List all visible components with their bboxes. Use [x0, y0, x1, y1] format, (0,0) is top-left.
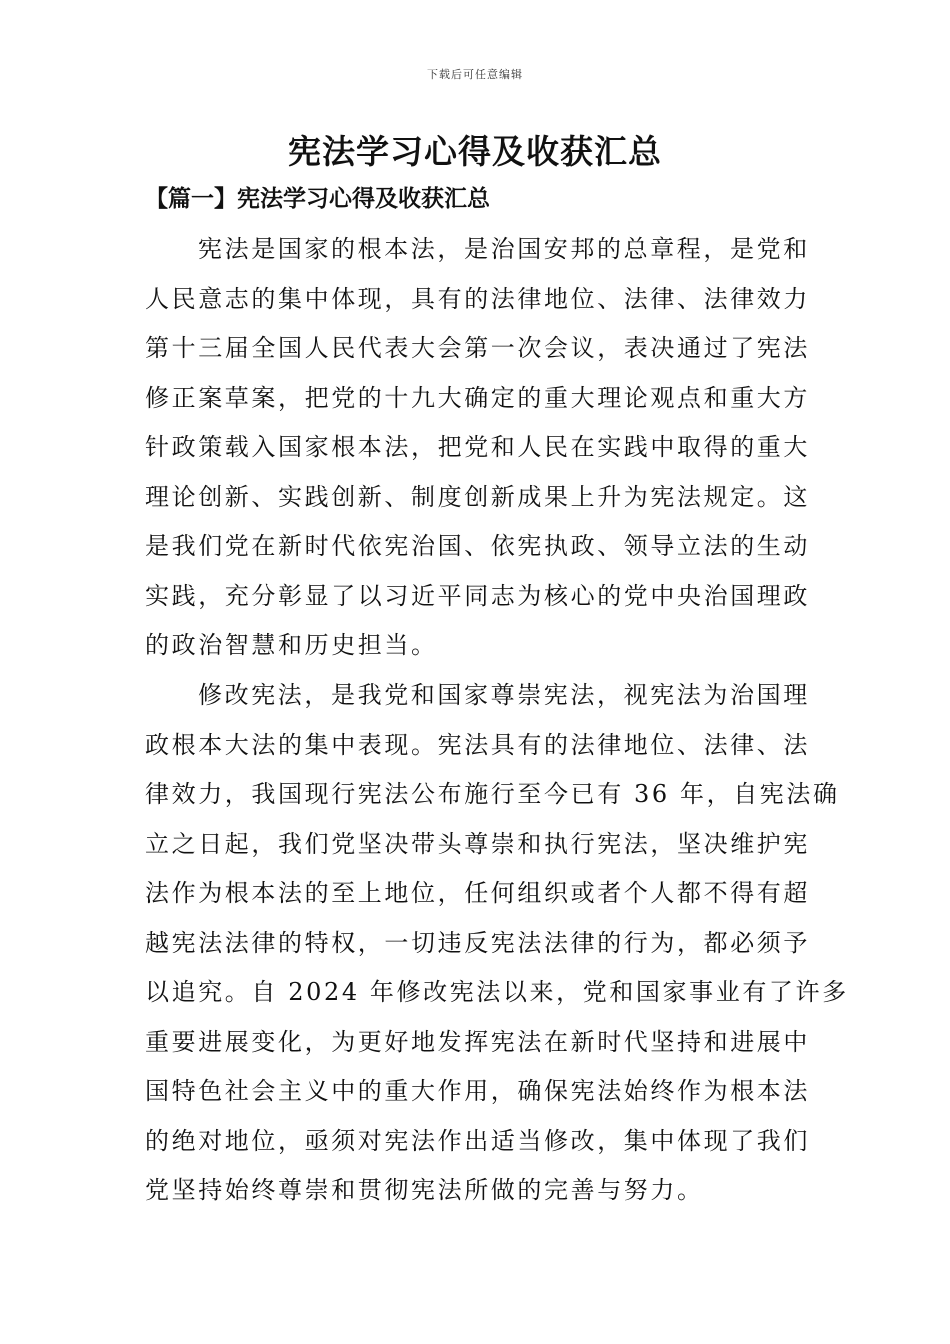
- paragraph-line: 律效力，我国现行宪法公布施行至今已有 36 年，自宪法确: [145, 780, 840, 808]
- paragraph-line: 修正案草案，把党的十九大确定的重大理论观点和重大方: [145, 383, 810, 412]
- paragraph-line: 立之日起，我们党坚决带头尊崇和执行宪法，坚决维护宪: [145, 829, 810, 858]
- header-note: 下载后可任意编辑: [427, 68, 523, 81]
- document-title: 宪法学习心得及收获汇总: [288, 132, 662, 171]
- paragraph-2: [145, 671, 849, 1216]
- paragraph-line: 人民意志的集中体现，具有的法律地位、法律、法律效力: [145, 284, 810, 313]
- paragraph-1: [145, 225, 810, 671]
- paragraph-line: 法作为根本法的至上地位，任何组织或者个人都不得有超: [145, 879, 810, 907]
- paragraph-line: 修改宪法，是我党和国家尊崇宪法，视宪法为治国理: [198, 681, 810, 709]
- paragraph-line: 理论创新、实践创新、制度创新成果上升为宪法规定。这: [145, 482, 810, 511]
- paragraph-line: 的政治智慧和历史担当。: [145, 631, 438, 659]
- paragraph-line: 国特色社会主义中的重大作用，确保宪法始终作为根本法: [145, 1077, 810, 1105]
- section-heading: 【篇一】宪法学习心得及收获汇总: [145, 185, 490, 212]
- paragraph-line: 的绝对地位，亟须对宪法作出适当修改，集中体现了我们: [145, 1126, 810, 1155]
- paragraph-line: 以追究。自 2024 年修改宪法以来，党和国家事业有了许多: [145, 978, 849, 1006]
- paragraph-line: 是我们党在新时代依宪治国、依宪执政、领导立法的生动: [145, 532, 810, 560]
- paragraph-line: 针政策载入国家根本法，把党和人民在实践中取得的重大: [145, 433, 810, 461]
- paragraph-line: 越宪法法律的特权，一切违反宪法法律的行为，都必须予: [145, 928, 810, 957]
- paragraph-line: 重要进展变化，为更好地发挥宪法在新时代坚持和进展中: [145, 1027, 810, 1056]
- paragraph-line: 宪法是国家的根本法，是治国安邦的总章程，是党和: [198, 235, 810, 263]
- paragraph-line: 第十三届全国人民代表大会第一次会议，表决通过了宪法: [145, 334, 810, 362]
- paragraph-line: 政根本大法的集中表现。宪法具有的法律地位、法律、法: [145, 730, 810, 759]
- paragraph-line: 实践，充分彰显了以习近平同志为核心的党中央治国理政: [145, 581, 810, 610]
- paragraph-line: 党坚持始终尊崇和贯彻宪法所做的完善与努力。: [145, 1176, 704, 1204]
